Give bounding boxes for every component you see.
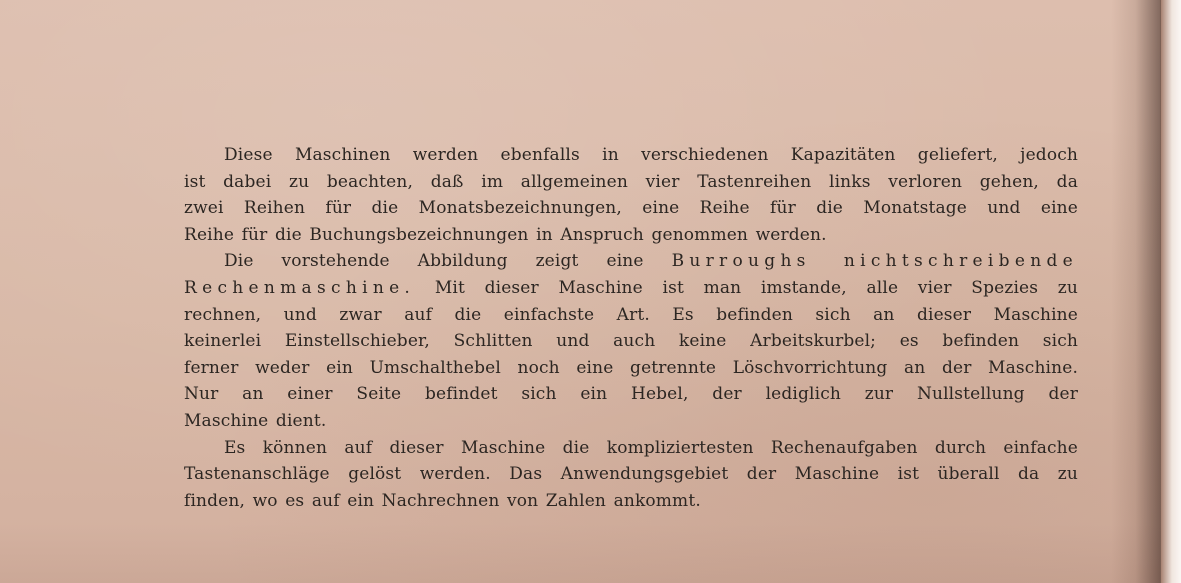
paragraph-2-spaced-machine: Rechenmaschine. [184, 277, 416, 298]
paragraph-2-line-2 [184, 275, 1078, 302]
paragraph-2-line-5: ferner weder ein Umschalthebel noch eine getrennte Löschvorrichtung an der Maschine. [184, 357, 1078, 378]
paragraph-3-line-2: Tastenanschläge gelöst werden. Das Anwendungsgebiet der Maschine ist überall da zu [184, 464, 1078, 485]
page-bottom-shade [0, 523, 1160, 583]
paragraph-2-line-4: keinerlei Einstellschieber, Schlitten und auch keine Arbeitskurbel; es befinden sich [184, 331, 1078, 352]
paragraph-2-spaced-title: Burroughs nichtschreibende [671, 251, 1078, 272]
paragraph-1-line-1: Diese Maschinen werden ebenfalls in verschiedenen Kapazitäten geliefert, jedoch [224, 145, 1078, 165]
paragraph-2-line-7: Maschine dient. [184, 410, 327, 431]
paragraph-1-line-3: zwei Reihen für die Monatsbezeichnungen, eine Reihe für die Monatstage und eine [184, 198, 1078, 219]
paragraph-3-line-3: finden, wo es auf ein Nachrechnen von Zahlen ankommt. [184, 490, 701, 511]
paragraph-2-line-1-text: Die vorstehende Abbildung zeigt eine [224, 251, 644, 272]
page-edge [1161, 0, 1181, 583]
paragraph-2-line-3: rechnen, und zwar auf die einfachste Art. Es befinden sich an dieser Maschine [184, 304, 1078, 325]
paragraph-3-line-1: Es können auf dieser Maschine die kompliziertesten Rechenaufgaben durch einfache [224, 437, 1078, 458]
body-text [184, 142, 1078, 514]
paragraph-1-line-2: ist dabei zu beachten, daß im allgemeinen vier Tastenreihen links verloren gehen, da [184, 171, 1078, 192]
paragraph-1-line-4: Reihe für die Buchungsbezeichnungen in Anspruch genommen werden. [184, 224, 827, 245]
paragraph-2-line-6: Nur an einer Seite befindet sich ein Hebel, der lediglich zur Nullstellung der [184, 384, 1078, 405]
paragraph-2-line-2-text: Mit dieser Maschine ist man imstande, alle vier Spezies zu [434, 277, 1078, 298]
paragraph-2-line-1 [184, 248, 1078, 275]
